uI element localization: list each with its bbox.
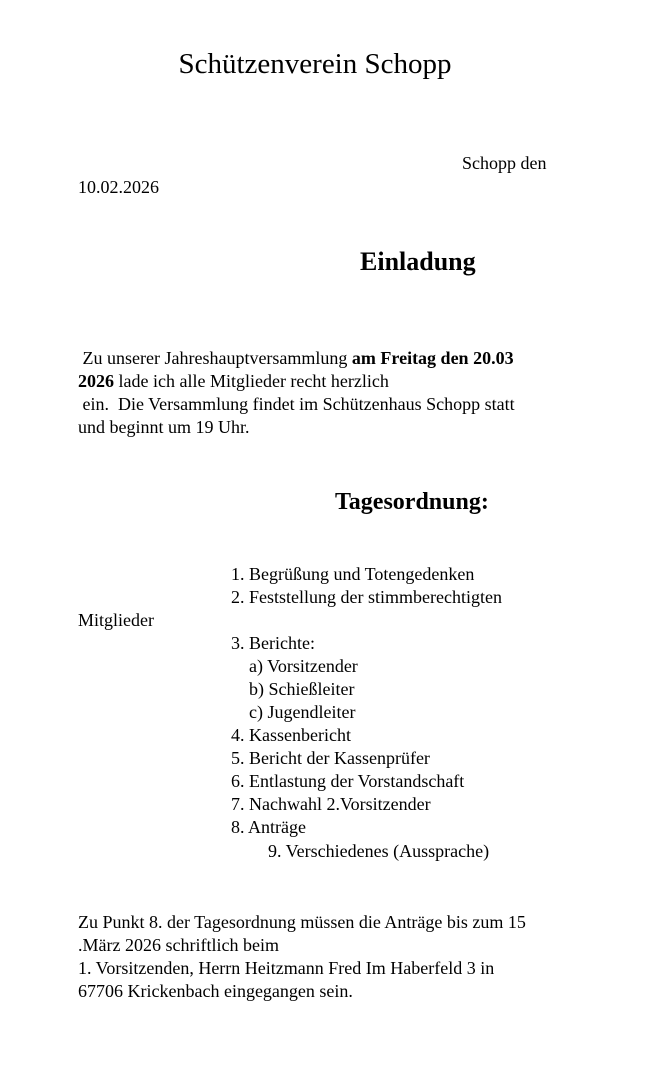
agenda-item-9: 9. Verschiedenes (Aussprache): [268, 841, 490, 861]
agenda-subitem-b: b) Schießleiter: [249, 679, 355, 699]
note-line-3: 1. Vorsitzenden, Herrn Heitzmann Fred Im Haberfeld 3 in: [78, 958, 495, 978]
note-line-1: Zu Punkt 8. der Tagesordnung müssen die Anträge bis zum 15: [78, 912, 526, 932]
club-title: Schützenverein Schopp: [178, 48, 452, 80]
intro-line-1-bold: am Freitag den 20.03: [351, 348, 514, 368]
agenda-item-4: 4. Kassenbericht: [231, 725, 351, 745]
agenda-item-8: 8. Anträge: [231, 817, 306, 837]
agenda-item-2: 2. Feststellung der stimmberechtigten: [231, 587, 502, 607]
place-date-label: Schopp den: [462, 153, 547, 173]
agenda-item-7: 7. Nachwahl 2.Vorsitzender: [231, 794, 431, 814]
agenda-item-6: 6. Entlastung der Vorstandschaft: [231, 771, 465, 791]
proposal-note: [78, 911, 526, 1003]
date-value: 10.02.2026: [78, 177, 159, 197]
agenda-subitem-c: c) Jugendleiter: [249, 702, 356, 722]
note-line-2: .März 2026 schriftlich beim: [78, 935, 279, 955]
intro-line-3: ein. Die Versammlung findet im Schützenhaus Schopp statt: [78, 394, 515, 414]
intro-paragraph: [78, 347, 578, 439]
intro-line-2-normal: lade ich alle Mitglieder recht herzlich: [114, 371, 389, 391]
intro-line-1: [78, 347, 578, 370]
agenda-item-2-continuation: Mitglieder: [78, 610, 154, 630]
intro-line-2: [78, 370, 578, 393]
agenda-item-1: 1. Begrüßung und Totengedenken: [231, 564, 475, 584]
agenda-title: Tagesordnung:: [335, 489, 489, 515]
intro-line-1-normal: Zu unserer Jahreshauptversammlung: [78, 348, 352, 368]
agenda-subitem-a: a) Vorsitzender: [249, 656, 358, 676]
intro-line-4: und beginnt um 19 Uhr.: [78, 417, 250, 437]
invitation-heading: Einladung: [360, 247, 476, 276]
note-line-4: 67706 Krickenbach eingegangen sein.: [78, 981, 353, 1001]
agenda-item-3: 3. Berichte:: [231, 633, 315, 653]
intro-line-2-bold: 2026: [78, 371, 114, 391]
agenda-item-5: 5. Bericht der Kassenprüfer: [231, 748, 430, 768]
